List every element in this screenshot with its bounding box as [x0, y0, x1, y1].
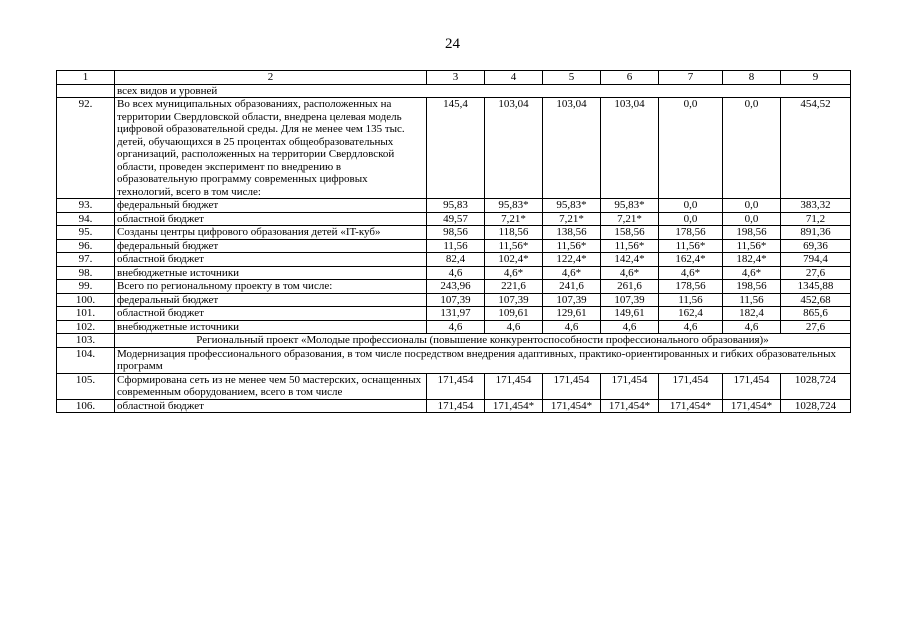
value-cell-col-5: 11,56*: [543, 239, 601, 253]
value-cell-col-4: 4,6: [485, 320, 543, 334]
column-number-5: 5: [543, 71, 601, 85]
value-cell-col-3: 107,39: [427, 293, 485, 307]
value-cell-col-7: 171,454: [659, 373, 723, 399]
table-row: [57, 266, 851, 280]
column-number-row: [57, 71, 851, 85]
value-cell-col-3: 145,4: [427, 98, 485, 199]
row-index: 106.: [57, 399, 115, 413]
value-cell-col-6: 107,39: [601, 293, 659, 307]
row-description: Всего по региональному проекту в том числе:: [115, 280, 427, 294]
table-row: [57, 347, 851, 373]
value-cell-col-3: 95,83: [427, 199, 485, 213]
value-cell-col-3: 98,56: [427, 226, 485, 240]
value-cell-col-6: 103,04: [601, 98, 659, 199]
column-number-7: 7: [659, 71, 723, 85]
value-cell-col-9: 452,68: [781, 293, 851, 307]
value-cell-col-5: 171,454: [543, 373, 601, 399]
value-cell-col-4: 221,6: [485, 280, 543, 294]
row-index: 103.: [57, 334, 115, 348]
value-cell-col-4: 171,454*: [485, 399, 543, 413]
table-row: [57, 212, 851, 226]
row-index: 104.: [57, 347, 115, 373]
value-cell-col-5: 122,4*: [543, 253, 601, 267]
value-cell-col-3: 171,454: [427, 399, 485, 413]
table-row: [57, 98, 851, 199]
value-cell-col-9: 69,36: [781, 239, 851, 253]
value-cell-col-8: 4,6: [723, 320, 781, 334]
value-cell-col-8: 198,56: [723, 226, 781, 240]
value-cell-col-7: 0,0: [659, 199, 723, 213]
value-cell-col-4: 109,61: [485, 307, 543, 321]
value-cell-col-5: 103,04: [543, 98, 601, 199]
value-cell-col-6: 95,83*: [601, 199, 659, 213]
table-row: [57, 293, 851, 307]
value-cell-col-9: 1028,724: [781, 373, 851, 399]
value-cell-col-7: 162,4*: [659, 253, 723, 267]
value-cell-col-4: 95,83*: [485, 199, 543, 213]
value-cell-col-4: 11,56*: [485, 239, 543, 253]
row-description: Сформирована сеть из не менее чем 50 мастерских, оснащенных современным оборудованием, всего в том числе: [115, 373, 427, 399]
value-cell-col-3: 243,96: [427, 280, 485, 294]
row-index: 101.: [57, 307, 115, 321]
value-cell-col-8: 171,454*: [723, 399, 781, 413]
value-cell-col-9: 865,6: [781, 307, 851, 321]
value-cell-col-4: 102,4*: [485, 253, 543, 267]
value-cell-col-5: 138,56: [543, 226, 601, 240]
table-row: [57, 399, 851, 413]
row-index: 94.: [57, 212, 115, 226]
value-cell-col-8: 0,0: [723, 212, 781, 226]
column-number-6: 6: [601, 71, 659, 85]
table-row: [57, 320, 851, 334]
value-cell-col-6: 171,454: [601, 373, 659, 399]
value-cell-col-7: 0,0: [659, 212, 723, 226]
value-cell-col-3: 131,97: [427, 307, 485, 321]
value-cell-col-6: 11,56*: [601, 239, 659, 253]
value-cell-col-8: 182,4*: [723, 253, 781, 267]
row-index: 100.: [57, 293, 115, 307]
value-cell-col-4: 107,39: [485, 293, 543, 307]
value-cell-col-9: 27,6: [781, 266, 851, 280]
value-cell-col-4: 171,454: [485, 373, 543, 399]
value-cell-col-6: 4,6*: [601, 266, 659, 280]
row-description: Модернизация профессионального образования, в том числе посредством внедрения адаптивных, практико-ориентированных и гибких образовательных программ: [115, 347, 851, 373]
value-cell-col-5: 241,6: [543, 280, 601, 294]
value-cell-col-7: 11,56: [659, 293, 723, 307]
value-cell-col-8: 171,454: [723, 373, 781, 399]
value-cell-col-9: 71,2: [781, 212, 851, 226]
column-number-8: 8: [723, 71, 781, 85]
row-index: 102.: [57, 320, 115, 334]
column-number-3: 3: [427, 71, 485, 85]
value-cell-col-5: 7,21*: [543, 212, 601, 226]
value-cell-col-9: 383,32: [781, 199, 851, 213]
row-description: Созданы центры цифрового образования детей «IT-куб»: [115, 226, 427, 240]
value-cell-col-3: 82,4: [427, 253, 485, 267]
value-cell-col-8: 11,56*: [723, 239, 781, 253]
value-cell-col-7: 162,4: [659, 307, 723, 321]
table-row: [57, 334, 851, 348]
value-cell-col-5: 107,39: [543, 293, 601, 307]
value-cell-col-6: 4,6: [601, 320, 659, 334]
table-row: [57, 307, 851, 321]
value-cell-col-3: 171,454: [427, 373, 485, 399]
section-title: Региональный проект «Молодые профессионалы (повышение конкурентоспособности профессионального образования)»: [115, 334, 851, 348]
row-index: 99.: [57, 280, 115, 294]
table-row: [57, 226, 851, 240]
value-cell-col-8: 4,6*: [723, 266, 781, 280]
value-cell-col-6: 142,4*: [601, 253, 659, 267]
row-description: областной бюджет: [115, 399, 427, 413]
value-cell-col-8: 0,0: [723, 98, 781, 199]
row-description: областной бюджет: [115, 307, 427, 321]
table-row: [57, 199, 851, 213]
column-number-2: 2: [115, 71, 427, 85]
value-cell-col-6: 171,454*: [601, 399, 659, 413]
value-cell-col-9: 27,6: [781, 320, 851, 334]
index-cell: [57, 84, 115, 98]
value-cell-col-9: 1345,88: [781, 280, 851, 294]
value-cell-col-4: 103,04: [485, 98, 543, 199]
budget-table: [56, 70, 851, 413]
value-cell-col-8: 0,0: [723, 199, 781, 213]
value-cell-col-7: 4,6: [659, 320, 723, 334]
value-cell-col-9: 891,36: [781, 226, 851, 240]
value-cell-col-7: 178,56: [659, 280, 723, 294]
value-cell-col-5: 4,6: [543, 320, 601, 334]
row-description: областной бюджет: [115, 253, 427, 267]
row-description: Во всех муниципальных образованиях, расположенных на территории Свердловской области, внедрена целевая модель цифровой образовательной среды. Для не менее чем 135 тыс. детей, обучающихся в 25 процентах общеобразовательных организаций, расположенных на территории Свердловской области, проведен эксперимент по внедрению в образовательную программу современных цифровых технологий, всего в том числе:: [115, 98, 427, 199]
table-row: [57, 373, 851, 399]
value-cell-col-9: 1028,724: [781, 399, 851, 413]
row-description: внебюджетные источники: [115, 266, 427, 280]
value-cell-col-4: 7,21*: [485, 212, 543, 226]
value-cell-col-8: 11,56: [723, 293, 781, 307]
value-cell-col-8: 198,56: [723, 280, 781, 294]
value-cell-col-3: 4,6: [427, 266, 485, 280]
value-cell-col-3: 4,6: [427, 320, 485, 334]
table-row: [57, 253, 851, 267]
value-cell-col-3: 11,56: [427, 239, 485, 253]
value-cell-col-6: 158,56: [601, 226, 659, 240]
row-index: 93.: [57, 199, 115, 213]
value-cell-col-7: 0,0: [659, 98, 723, 199]
value-cell-col-6: 149,61: [601, 307, 659, 321]
value-cell-col-6: 7,21*: [601, 212, 659, 226]
continuation-row: [57, 84, 851, 98]
value-cell-col-7: 171,454*: [659, 399, 723, 413]
value-cell-col-5: 4,6*: [543, 266, 601, 280]
row-description: федеральный бюджет: [115, 199, 427, 213]
value-cell-col-9: 454,52: [781, 98, 851, 199]
value-cell-col-5: 129,61: [543, 307, 601, 321]
row-index: 105.: [57, 373, 115, 399]
value-cell-col-4: 4,6*: [485, 266, 543, 280]
row-description: внебюджетные источники: [115, 320, 427, 334]
value-cell-col-8: 182,4: [723, 307, 781, 321]
value-cell-col-6: 261,6: [601, 280, 659, 294]
value-cell-col-5: 171,454*: [543, 399, 601, 413]
table-row: [57, 280, 851, 294]
value-cell-col-4: 118,56: [485, 226, 543, 240]
row-index: 97.: [57, 253, 115, 267]
column-number-4: 4: [485, 71, 543, 85]
page-number: 24: [445, 36, 460, 52]
row-description: областной бюджет: [115, 212, 427, 226]
value-cell-col-9: 794,4: [781, 253, 851, 267]
value-cell-col-7: 4,6*: [659, 266, 723, 280]
column-number-1: 1: [57, 71, 115, 85]
row-description: федеральный бюджет: [115, 239, 427, 253]
row-index: 95.: [57, 226, 115, 240]
continuation-text: всех видов и уровней: [115, 84, 851, 98]
row-index: 92.: [57, 98, 115, 199]
value-cell-col-5: 95,83*: [543, 199, 601, 213]
column-number-9: 9: [781, 71, 851, 85]
table-row: [57, 239, 851, 253]
row-index: 98.: [57, 266, 115, 280]
row-description: федеральный бюджет: [115, 293, 427, 307]
value-cell-col-3: 49,57: [427, 212, 485, 226]
value-cell-col-7: 178,56: [659, 226, 723, 240]
row-index: 96.: [57, 239, 115, 253]
value-cell-col-7: 11,56*: [659, 239, 723, 253]
